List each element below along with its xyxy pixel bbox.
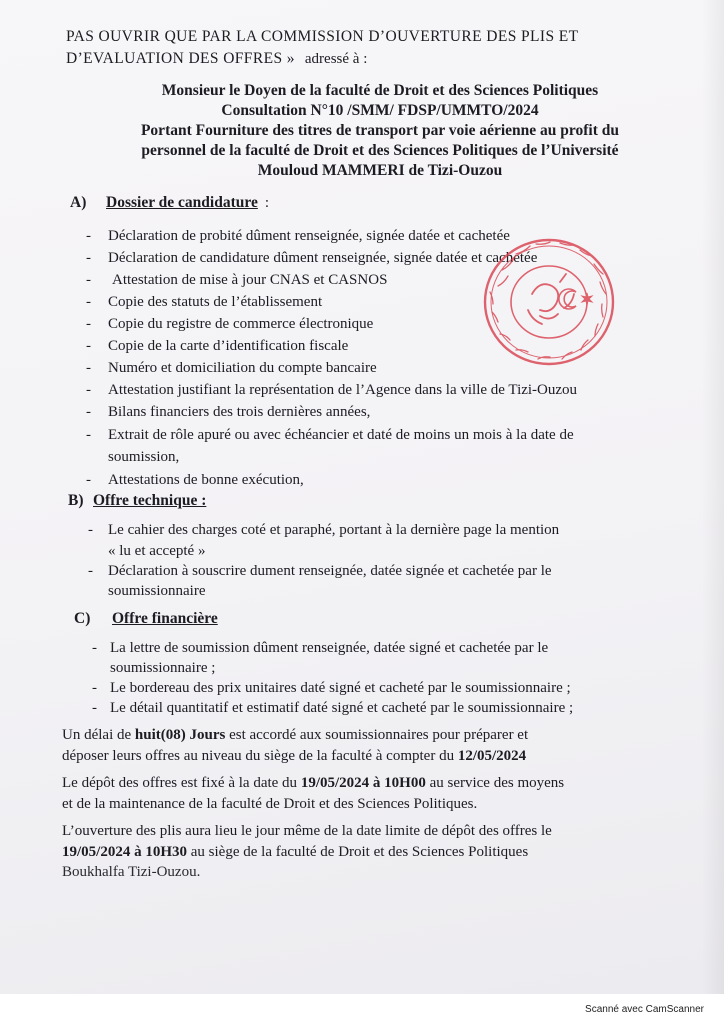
list-item-continuation: soumissionnaire	[108, 583, 206, 599]
subject-line-3: Mouloud MAMMERI de Tizi-Ouzou	[257, 162, 503, 179]
section-c-title: Offre financière	[112, 610, 218, 627]
list-item: Bilans financiers des trois dernières années,	[108, 404, 371, 420]
text-run: Un délai de	[62, 727, 132, 743]
list-item: Attestation de mise à jour CNAS et CASNOS	[112, 272, 388, 288]
deadline-paragraph-line-2	[62, 748, 526, 765]
list-item: Déclaration à souscrire dument renseignée, datée signée et cachetée par le	[108, 563, 552, 579]
list-item: Le détail quantitatif et estimatif daté signé et cacheté par le soumissionnaire ;	[110, 700, 574, 716]
bullet-dash: -	[86, 228, 91, 244]
opening-paragraph-line-1: L’ouverture des plis aura lieu le jour même de la date limite de dépôt des offres le	[62, 823, 552, 839]
section-a-colon: :	[264, 195, 270, 211]
bullet-dash: -	[86, 338, 91, 354]
bullet-dash: -	[88, 563, 93, 579]
duration-days: huit(08) Jours	[134, 727, 226, 743]
bullet-dash: -	[86, 250, 91, 266]
text-run: Le dépôt des offres est fixé à la date du	[62, 775, 298, 791]
section-c-letter: C)	[74, 610, 91, 627]
list-item: Copie des statuts de l’établissement	[108, 294, 323, 310]
text-run: au siège de la faculté de Droit et des Sciences Politiques	[190, 844, 529, 860]
list-item-continuation: soumissionnaire ;	[110, 660, 216, 676]
bullet-dash: -	[86, 360, 91, 376]
section-a-letter: A)	[70, 194, 87, 211]
header-line-2	[66, 50, 367, 68]
section-b-title: Offre technique :	[93, 492, 207, 509]
subject-line-1: Portant Fourniture des titres de transport par voie aérienne au profit du	[140, 122, 620, 139]
section-b-letter: B)	[68, 492, 84, 509]
opening-datetime: 19/05/2024 à 10H30	[62, 844, 188, 860]
bullet-dash: -	[88, 522, 93, 538]
page-edge-shadow	[702, 0, 724, 994]
header-line-2-caps: D’EVALUATION DES OFFRES »	[66, 50, 295, 67]
bullet-dash: -	[86, 316, 91, 332]
deposit-paragraph-line-2: et de la maintenance de la faculté de Droit et des Sciences Politiques.	[62, 796, 478, 812]
list-item: Déclaration de probité dûment renseignée, signée datée et cachetée	[108, 228, 510, 244]
camscanner-footer: Scanné avec CamScanner	[585, 1004, 704, 1015]
bullet-dash: -	[86, 382, 91, 398]
text-run: au service des moyens	[429, 775, 565, 791]
bullet-dash: -	[92, 700, 97, 716]
addressee: Monsieur le Doyen de la faculté de Droit et des Sciences Politiques	[161, 82, 599, 99]
deposit-paragraph-line-1	[62, 775, 564, 792]
list-item: Le bordereau des prix unitaires daté signé et cacheté par le soumissionnaire ;	[110, 680, 571, 696]
bullet-dash: -	[92, 680, 97, 696]
list-item: Le cahier des charges coté et paraphé, portant à la dernière page la mention	[108, 522, 560, 538]
consultation-number: Consultation N°10 /SMM/ FDSP/UMMTO/2024	[221, 102, 539, 119]
list-item: Copie de la carte d’identification fiscale	[108, 338, 349, 354]
text-run: déposer leurs offres au niveau du siège de la faculté à compter du	[62, 748, 455, 764]
list-item-continuation: « lu et accepté »	[108, 543, 206, 559]
opening-paragraph-line-2	[62, 844, 528, 861]
text-run: est accordé aux soumissionnaires pour préparer et	[229, 727, 529, 743]
list-item: La lettre de soumission dûment renseignée, datée signé et cachetée par le	[110, 640, 549, 656]
list-item: Attestation justifiant la représentation de l’Agence dans la ville de Tizi-Ouzou	[108, 382, 578, 398]
deadline-paragraph-line-1	[62, 727, 528, 744]
list-item: Attestations de bonne exécution,	[108, 472, 304, 488]
header-line-2-tail: adressé à :	[304, 51, 368, 67]
header-line-1: PAS OUVRIR QUE PAR LA COMMISSION D’OUVERTURE DES PLIS ET	[66, 28, 579, 45]
list-item: Copie du registre de commerce électronique	[108, 316, 374, 332]
section-a-title: Dossier de candidature	[106, 194, 258, 211]
bullet-dash: -	[92, 640, 97, 656]
bullet-dash: -	[86, 404, 91, 420]
start-date: 12/05/2024	[457, 748, 527, 764]
section-a-heading	[106, 194, 269, 212]
bullet-dash: -	[86, 294, 91, 310]
bullet-dash: -	[86, 472, 91, 488]
list-item: Extrait de rôle apuré ou avec échéancier et daté de moins un mois à la date de	[108, 427, 574, 443]
subject-line-2: personnel de la faculté de Droit et des Sciences Politiques de l’Université	[141, 142, 619, 159]
list-item-continuation: soumission,	[108, 449, 180, 465]
list-item: Numéro et domiciliation du compte bancaire	[108, 360, 377, 376]
list-item: Déclaration de candidature dûment renseignée, signée datée et cachetée	[108, 250, 538, 266]
opening-paragraph-line-3: Boukhalfa Tizi-Ouzou.	[62, 864, 201, 880]
bullet-dash: -	[86, 427, 91, 443]
bullet-dash: -	[86, 272, 91, 288]
deposit-datetime: 19/05/2024 à 10H00	[300, 775, 426, 791]
official-seal-stamp	[480, 234, 618, 370]
